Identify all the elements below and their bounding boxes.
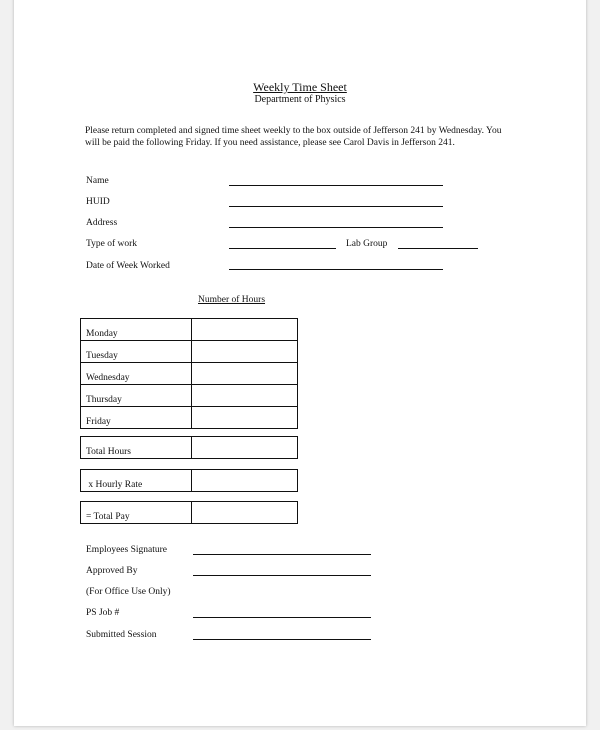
table-row xyxy=(81,363,298,385)
total-pay-label: = Total Pay xyxy=(81,502,192,524)
date-of-week-field[interactable] xyxy=(229,269,443,270)
monday-hours-cell[interactable] xyxy=(192,319,298,341)
lab-group-label: Lab Group xyxy=(346,239,388,249)
hourly-rate-cell[interactable] xyxy=(192,470,298,492)
total-hours-cell[interactable] xyxy=(192,437,298,459)
total-hours-table xyxy=(80,436,298,459)
approved-by-label: Approved By xyxy=(86,566,138,576)
tuesday-hours-cell[interactable] xyxy=(192,341,298,363)
table-row xyxy=(81,407,298,429)
huid-label: HUID xyxy=(86,197,110,207)
table-row xyxy=(81,437,298,459)
department-name: Department of Physics xyxy=(254,94,346,105)
hours-heading: Number of Hours xyxy=(198,295,266,305)
total-pay-table xyxy=(80,501,298,524)
day-label-monday: Monday xyxy=(81,319,192,341)
table-row xyxy=(81,341,298,363)
instructions-paragraph: Please return completed and signed time sheet weekly to the box outside of Jefferson 241 by Wednesday. You will be paid the following Friday. If you need assistance, please see Carol Davis in Jefferson 241. xyxy=(85,126,502,148)
day-label-wednesday: Wednesday xyxy=(81,363,192,385)
type-of-work-label: Type of work xyxy=(86,239,138,249)
submitted-session-field[interactable] xyxy=(193,639,371,640)
total-pay-cell[interactable] xyxy=(192,502,298,524)
hourly-rate-label: x Hourly Rate xyxy=(81,470,192,492)
friday-hours-cell[interactable] xyxy=(192,407,298,429)
ps-job-field[interactable] xyxy=(193,617,371,618)
total-hours-label: Total Hours xyxy=(81,437,192,459)
wednesday-hours-cell[interactable] xyxy=(192,363,298,385)
day-label-friday: Friday xyxy=(81,407,192,429)
document-page xyxy=(14,0,586,726)
office-use-label: (For Office Use Only) xyxy=(86,587,171,597)
table-row xyxy=(81,319,298,341)
day-label-thursday: Thursday xyxy=(81,385,192,407)
day-label-tuesday: Tuesday xyxy=(81,341,192,363)
document-title: Weekly Time Sheet xyxy=(253,80,347,94)
ps-job-label: PS Job # xyxy=(86,608,120,618)
date-of-week-label: Date of Week Worked xyxy=(86,261,170,271)
employee-signature-field[interactable] xyxy=(193,554,371,555)
thursday-hours-cell[interactable] xyxy=(192,385,298,407)
table-row xyxy=(81,502,298,524)
address-label: Address xyxy=(86,218,118,228)
address-field[interactable] xyxy=(229,227,443,228)
table-row xyxy=(81,385,298,407)
lab-group-field[interactable] xyxy=(398,248,478,249)
type-of-work-field[interactable] xyxy=(229,248,336,249)
approved-by-field[interactable] xyxy=(193,575,371,576)
table-row xyxy=(81,470,298,492)
name-field[interactable] xyxy=(229,185,443,186)
employee-signature-label: Employees Signature xyxy=(86,545,167,555)
huid-field[interactable] xyxy=(229,206,443,207)
daily-hours-table xyxy=(80,318,298,429)
name-label: Name xyxy=(86,176,109,186)
hourly-rate-table xyxy=(80,469,298,492)
submitted-session-label: Submitted Session xyxy=(86,630,157,640)
